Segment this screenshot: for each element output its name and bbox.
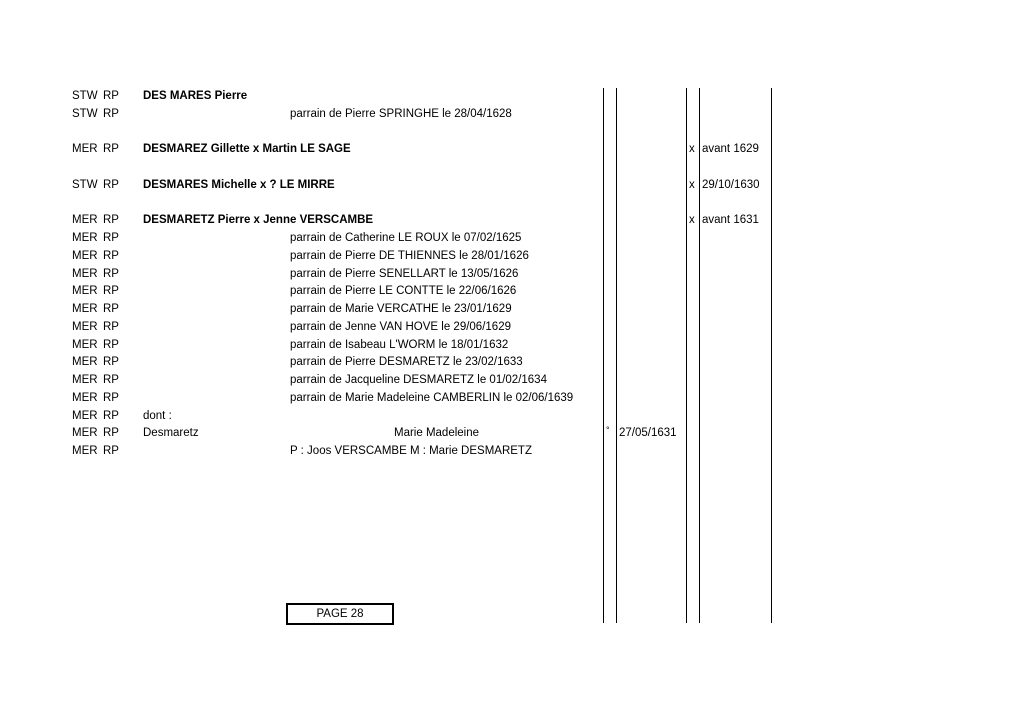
source-code: STW: [72, 90, 98, 102]
source-code: STW: [72, 107, 98, 120]
register-code: RP: [103, 107, 119, 120]
record-row: [0, 248, 1024, 266]
blank-row: [0, 124, 1024, 142]
register-code: RP: [103, 214, 119, 227]
entry-text: Desmaretz: [143, 427, 199, 440]
record-row: [0, 88, 1024, 106]
register-code: RP: [103, 374, 119, 386]
register-code: RP: [103, 90, 119, 102]
source-code: MER: [72, 374, 98, 386]
source-code: MER: [72, 232, 98, 244]
register-code: RP: [103, 143, 119, 156]
marriage-marker: x: [689, 143, 695, 156]
source-code: MER: [72, 409, 98, 422]
entry-detail: parrain de Pierre DESMARETZ le 23/02/1633: [290, 356, 523, 369]
source-code: MER: [72, 445, 98, 457]
source-code: MER: [72, 320, 98, 333]
register-code: RP: [103, 445, 119, 457]
register-code: RP: [103, 356, 119, 369]
given-name: Marie Madeleine: [394, 427, 480, 440]
register-code: RP: [103, 391, 119, 404]
source-code: MER: [72, 427, 98, 440]
marriage-marker: x: [689, 178, 695, 191]
person-name: DES MARES Pierre: [143, 90, 248, 102]
entry-detail: parrain de Pierre SENELLART le 13/05/1626: [290, 267, 519, 280]
record-row: [0, 425, 1024, 443]
record-row: [0, 408, 1024, 426]
register-code: RP: [103, 320, 119, 333]
entry-detail: P : Joos VERSCAMBE M : Marie DESMARETZ: [290, 445, 532, 457]
record-row: [0, 212, 1024, 230]
source-code: MER: [72, 214, 98, 227]
blank-row: [0, 195, 1024, 213]
page-number-box: [286, 603, 394, 625]
entry-detail: parrain de Marie Madeleine CAMBERLIN le 02/06/1639: [290, 391, 574, 404]
entry-detail: parrain de Catherine LE ROUX le 07/02/1625: [290, 232, 522, 244]
register-code: RP: [103, 409, 119, 422]
source-code: MER: [72, 356, 98, 369]
source-code: MER: [72, 285, 98, 298]
source-code: MER: [72, 249, 98, 262]
register-code: RP: [103, 232, 119, 244]
entry-text: dont :: [143, 409, 172, 422]
blank-row: [0, 159, 1024, 177]
record-list: [0, 88, 1024, 461]
person-name: DESMARES Michelle x ? LE MIRRE: [143, 178, 335, 191]
entry-detail: parrain de Pierre LE CONTTE le 22/06/1626: [290, 285, 517, 298]
register-code: RP: [103, 338, 119, 351]
record-row: [0, 337, 1024, 355]
entry-detail: parrain de Pierre SPRINGHE le 28/04/1628: [290, 107, 512, 120]
source-code: MER: [72, 143, 98, 156]
record-row: [0, 283, 1024, 301]
source-code: MER: [72, 303, 98, 315]
marriage-date: 29/10/1630: [702, 178, 760, 191]
record-row: [0, 266, 1024, 284]
record-row: [0, 372, 1024, 390]
register-code: RP: [103, 267, 119, 280]
entry-detail: parrain de Jacqueline DESMARETZ le 01/02/1634: [290, 374, 547, 386]
record-row: [0, 319, 1024, 337]
marriage-date: avant 1631: [702, 214, 759, 227]
record-row: [0, 106, 1024, 124]
register-code: RP: [103, 285, 119, 298]
register-code: RP: [103, 178, 119, 191]
record-row: [0, 141, 1024, 159]
record-row: [0, 230, 1024, 248]
marriage-marker: x: [689, 214, 695, 227]
source-code: MER: [72, 338, 98, 351]
entry-detail: parrain de Pierre DE THIENNES le 28/01/1626: [290, 249, 529, 262]
birth-date: 27/05/1631: [619, 427, 677, 440]
marriage-date: avant 1629: [702, 143, 759, 156]
source-code: STW: [72, 178, 98, 191]
entry-detail: parrain de Jenne VAN HOVE le 29/06/1629: [290, 320, 511, 333]
person-name: DESMAREZ Gillette x Martin LE SAGE: [143, 143, 351, 156]
birth-marker: °: [606, 425, 610, 436]
register-code: RP: [103, 427, 119, 440]
record-row: [0, 443, 1024, 461]
record-row: [0, 390, 1024, 408]
person-name: DESMARETZ Pierre x Jenne VERSCAMBE: [143, 214, 374, 227]
page-number: PAGE 28: [316, 608, 364, 620]
entry-detail: parrain de Isabeau L'WORM le 18/01/1632: [290, 338, 509, 351]
register-code: RP: [103, 249, 119, 262]
record-row: [0, 354, 1024, 372]
source-code: MER: [72, 391, 98, 404]
source-code: MER: [72, 267, 98, 280]
record-row: [0, 177, 1024, 195]
register-code: RP: [103, 303, 119, 315]
record-row: [0, 301, 1024, 319]
entry-detail: parrain de Marie VERCATHE le 23/01/1629: [290, 303, 512, 315]
